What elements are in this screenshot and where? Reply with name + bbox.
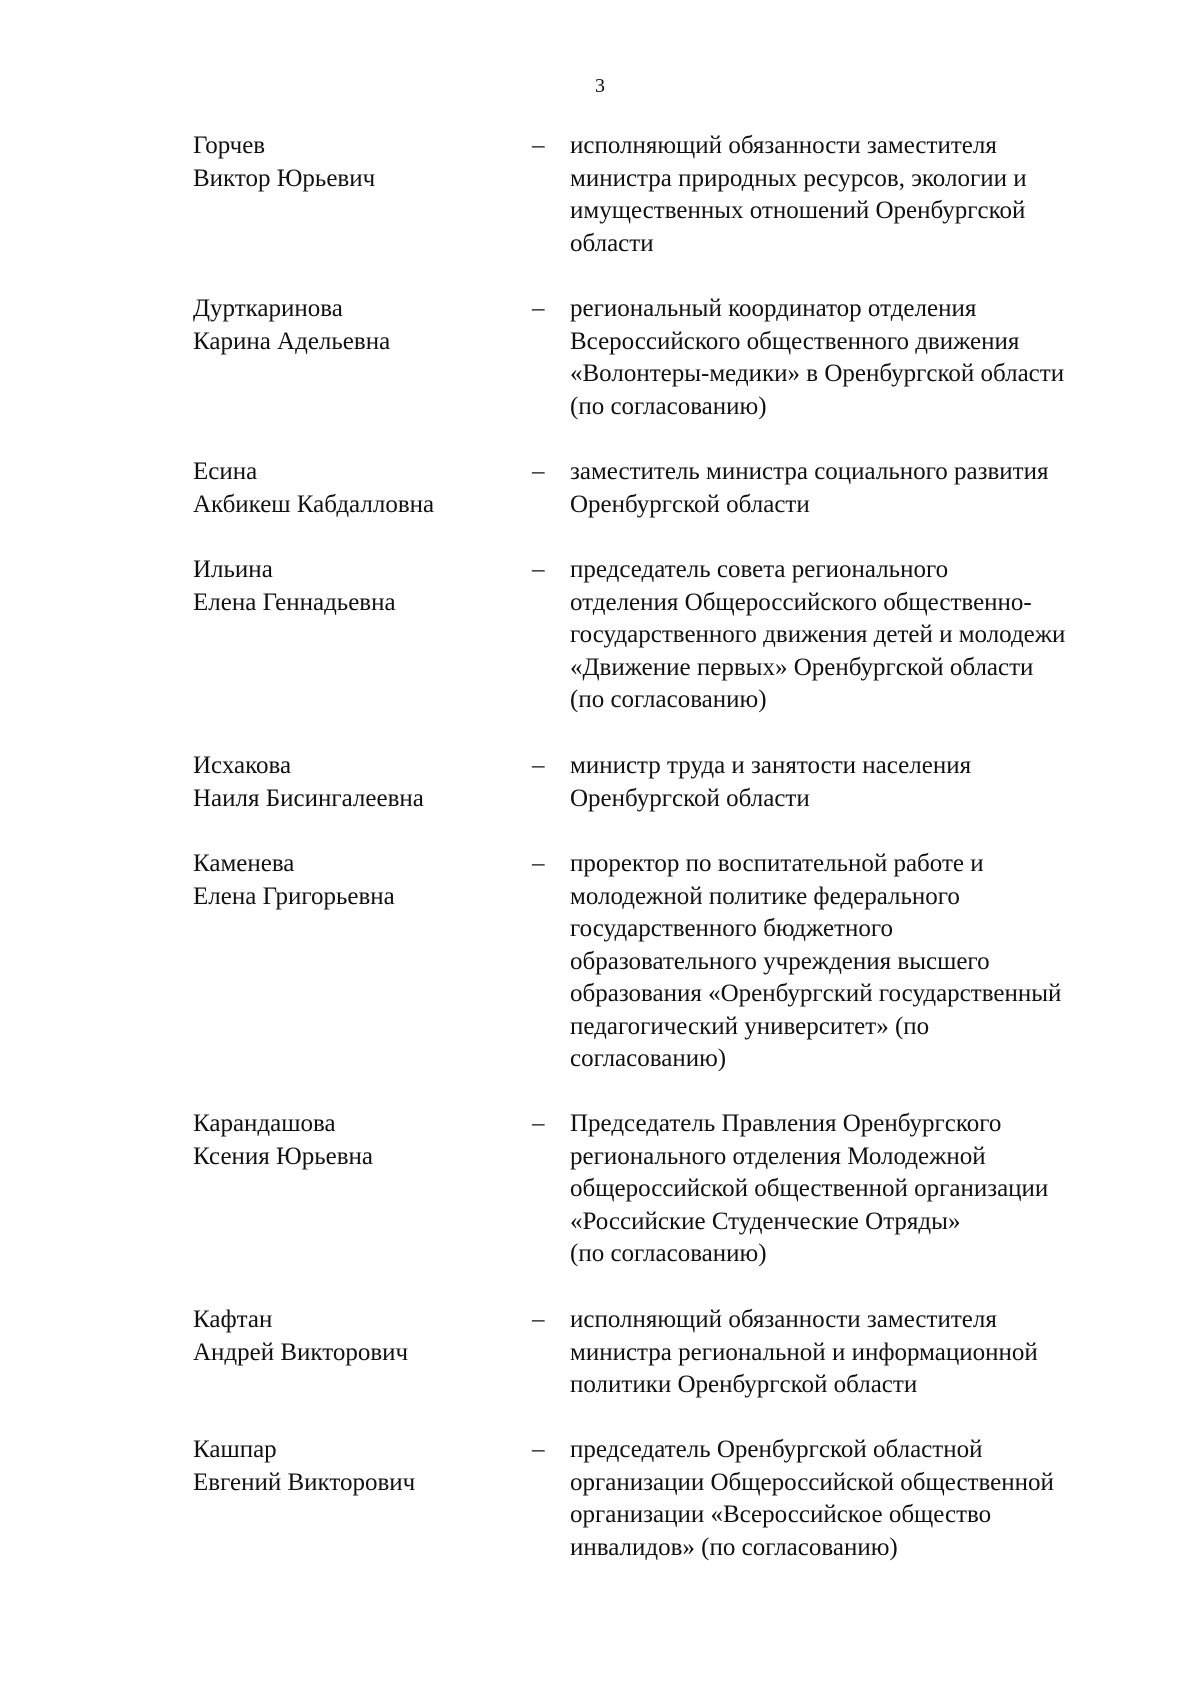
member-surname: Карандашова (193, 1110, 336, 1137)
position-line: отделения Общероссийского общественно- (570, 588, 1032, 616)
separator-dash: – (532, 556, 545, 583)
position-line: председатель Оренбургской областной (570, 1436, 983, 1463)
position-line: педагогический университет» (по (570, 1012, 930, 1040)
position-line: организации «Всероссийское общество (570, 1501, 992, 1528)
position-line: министра природных ресурсов, экологии и (570, 164, 1027, 192)
member-given-names: Наиля Бисингалеевна (193, 784, 424, 812)
member-position (570, 1304, 1150, 1402)
member-surname: Горчев (193, 132, 266, 159)
member-given-names: Акбикеш Кабдалловна (193, 490, 435, 518)
member-name (193, 554, 513, 619)
position-line: образовательного учреждения высшего (570, 947, 990, 975)
separator-dash: – (532, 752, 545, 779)
position-line: министр труда и занятости населения (570, 752, 972, 779)
member-position (570, 554, 1150, 717)
member-name (193, 1108, 513, 1173)
member-surname: Дурткаринова (193, 295, 343, 322)
position-line: политики Оренбургской области (570, 1371, 918, 1398)
position-line: министра региональной и информационной (570, 1338, 1038, 1366)
member-surname: Кашпар (193, 1436, 277, 1463)
member-given-names: Андрей Викторович (193, 1338, 409, 1366)
member-name (193, 1304, 513, 1369)
member-name (193, 1434, 513, 1499)
member-name (193, 456, 513, 521)
member-position (570, 750, 1150, 815)
separator-dash: – (532, 458, 545, 485)
member-position (570, 130, 1150, 260)
position-line: государственного движения детей и молодежи (570, 621, 1066, 648)
position-line: исполняющий обязанности заместителя (570, 132, 997, 159)
member-position (570, 1108, 1150, 1271)
position-line: общероссийской общественной организации (570, 1175, 1049, 1202)
member-surname: Исхакова (193, 752, 292, 779)
member-position (570, 293, 1150, 423)
position-line: регионального отделения Молодежной (570, 1142, 986, 1170)
member-name (193, 750, 513, 815)
separator-dash: – (532, 132, 545, 159)
position-line: (по согласованию) (570, 392, 767, 420)
member-name (193, 130, 513, 195)
position-line: инвалидов» (по согласованию) (570, 1533, 898, 1561)
position-line: образования «Оренбургский государственный (570, 980, 1062, 1007)
position-line: имущественных отношений Оренбургской (570, 197, 1026, 224)
position-line: председатель совета регионального (570, 556, 949, 583)
page-number: 3 (595, 75, 605, 97)
position-line: (по согласованию) (570, 686, 767, 713)
member-given-names: Карина Адельевна (193, 327, 391, 355)
member-surname: Ильина (193, 556, 273, 583)
position-line: «Движение первых» Оренбургской области (570, 653, 1034, 681)
position-line: заместитель министра социального развития (570, 458, 1049, 485)
separator-dash: – (532, 1306, 545, 1333)
member-surname: Кафтан (193, 1306, 273, 1333)
member-given-names: Виктор Юрьевич (193, 164, 376, 192)
member-surname: Каменева (193, 850, 295, 877)
position-line: Оренбургской области (570, 784, 810, 812)
member-given-names: Елена Геннадьевна (193, 588, 396, 616)
position-line: государственного бюджетного (570, 915, 893, 942)
position-line: региональный координатор отделения (570, 295, 977, 322)
position-line: области (570, 229, 654, 257)
member-position (570, 848, 1150, 1076)
position-line: Всероссийского общественного движения (570, 327, 1020, 355)
member-given-names: Елена Григорьевна (193, 882, 395, 910)
position-line: согласованию) (570, 1045, 727, 1072)
position-line: исполняющий обязанности заместителя (570, 1306, 997, 1333)
member-surname: Есина (193, 458, 258, 485)
position-line: (по согласованию) (570, 1240, 767, 1267)
position-line: «Волонтеры-медики» в Оренбургской области (570, 360, 1065, 387)
member-name (193, 848, 513, 913)
separator-dash: – (532, 1436, 545, 1463)
member-position (570, 456, 1150, 521)
position-line: молодежной политике федерального (570, 882, 960, 910)
member-given-names: Евгений Викторович (193, 1468, 416, 1496)
position-line: организации Общероссийской общественной (570, 1468, 1054, 1496)
position-line: проректор по воспитательной работе и (570, 850, 984, 877)
separator-dash: – (532, 850, 545, 877)
position-line: Председатель Правления Оренбургского (570, 1110, 1002, 1137)
position-line: «Российские Студенческие Отряды» (570, 1207, 961, 1235)
position-line: Оренбургской области (570, 490, 810, 518)
member-position (570, 1434, 1150, 1564)
member-name (193, 293, 513, 358)
separator-dash: – (532, 1110, 545, 1137)
separator-dash: – (532, 295, 545, 322)
member-given-names: Ксения Юрьевна (193, 1142, 374, 1170)
